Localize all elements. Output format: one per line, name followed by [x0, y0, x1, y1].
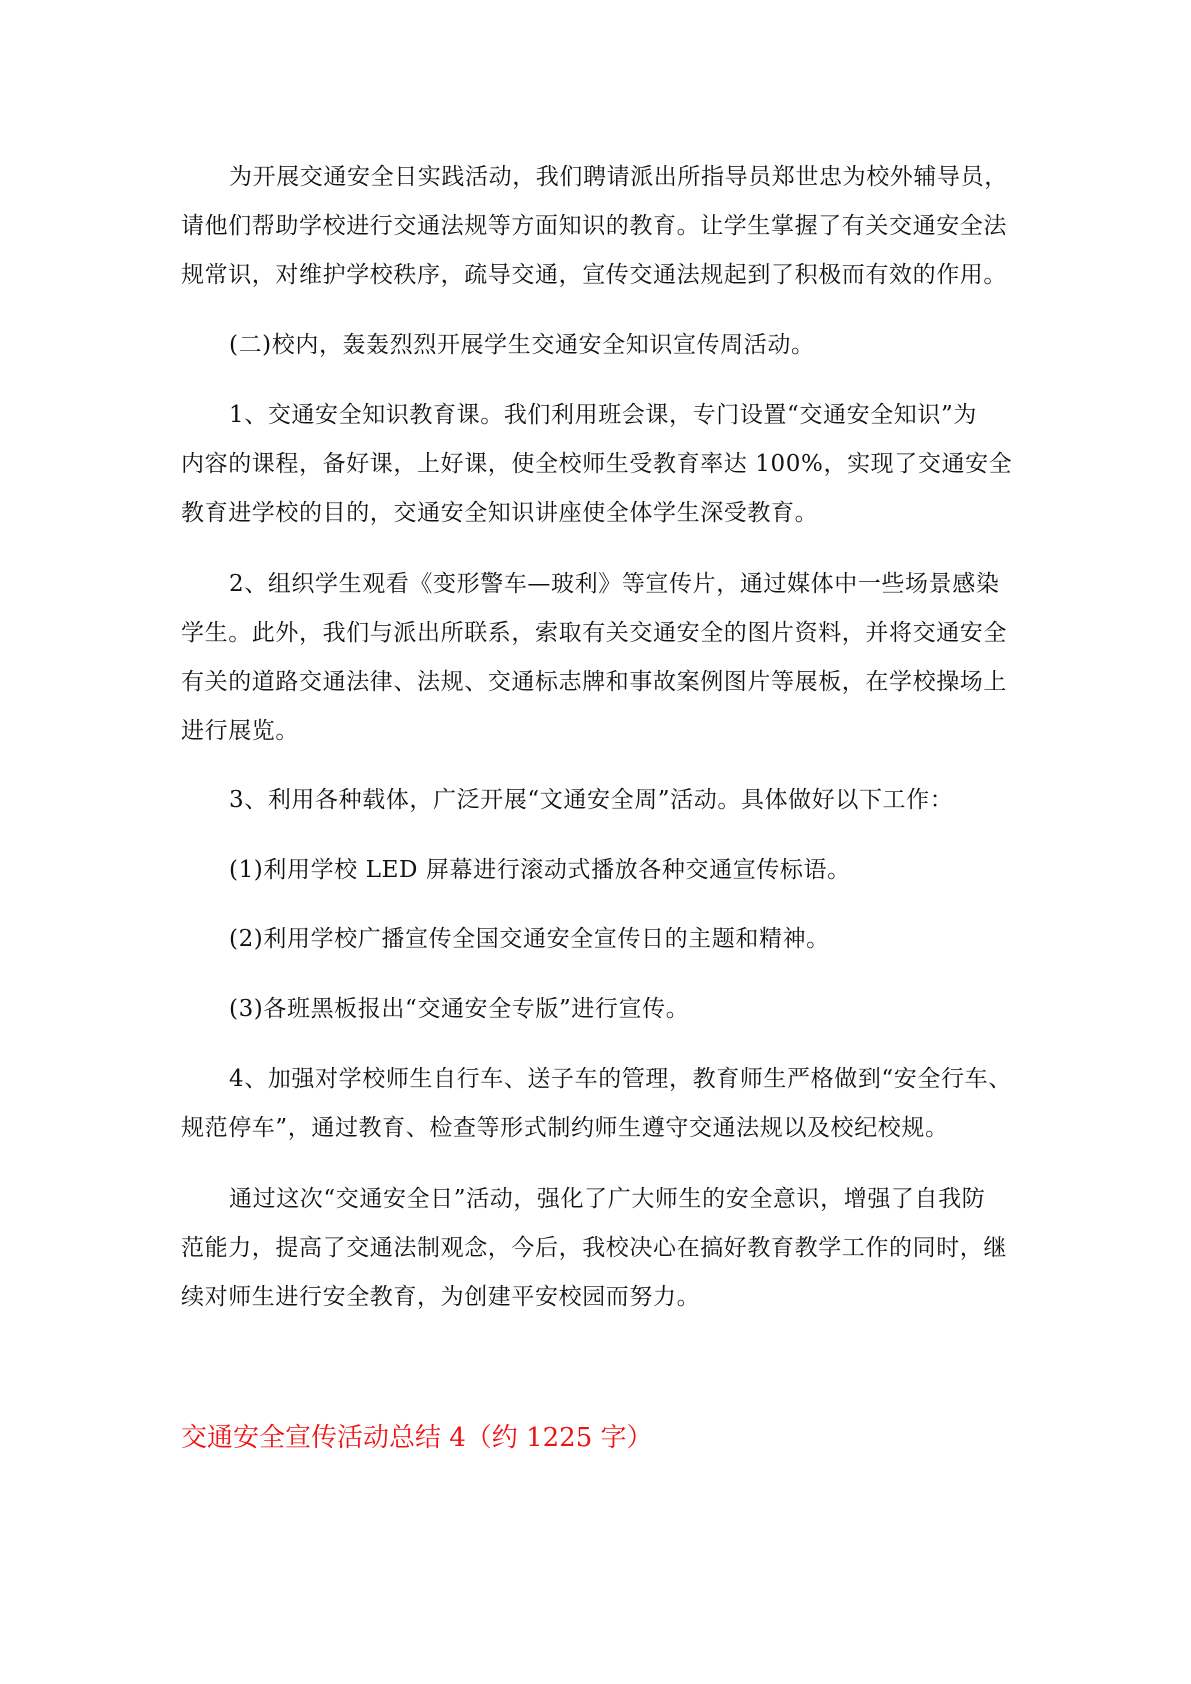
text-line: 请他们帮助学校进行交通法规等方面知识的教育。让学生掌握了有关交通安全法 [181, 213, 1007, 239]
text-line: (1)利用学校 LED 屏幕进行滚动式播放各种交通宣传标语。 [229, 857, 851, 883]
paragraph [181, 321, 1021, 370]
text-line: 3、利用各种载体，广泛开展“文通安全周”活动。具体做好以下工作： [229, 787, 954, 813]
paragraph [181, 846, 1021, 895]
paragraph [181, 153, 1021, 300]
paragraph [181, 1175, 1021, 1322]
text-line: 4、加强对学校师生自行车、送子车的管理，教育师生严格做到“安全行车、 [229, 1066, 1012, 1092]
paragraph [181, 391, 1021, 538]
paragraph [181, 560, 1021, 756]
text-line: 通过这次“交通安全日”活动，强化了广大师生的安全意识，增强了自我防 [229, 1186, 986, 1212]
paragraph [181, 1055, 1021, 1153]
text-line: (2)利用学校广播宣传全国交通安全宣传日的主题和精神。 [229, 926, 830, 952]
text-line: (二)校内，轰轰烈烈开展学生交通安全知识宣传周活动。 [229, 332, 815, 358]
text-line: (3)各班黑板报出“交通安全专版”进行宣传。 [229, 996, 690, 1022]
text-line: 续对师生进行安全教育，为创建平安校园而努力。 [181, 1284, 701, 1310]
text-line: 有关的道路交通法律、法规、交通标志牌和事故案例图片等展板，在学校操场上 [181, 669, 1007, 695]
text-line: 范能力，提高了交通法制观念，今后，我校决心在搞好教育教学工作的同时，继 [181, 1235, 1007, 1261]
text-line: 为开展交通安全日实践活动，我们聘请派出所指导员郑世忠为校外辅导员， [229, 164, 1008, 190]
paragraph [181, 915, 1021, 964]
text-line: 学生。此外，我们与派出所联系，索取有关交通安全的图片资料，并将交通安全 [181, 620, 1007, 646]
section-heading: 交通安全宣传活动总结 4（约 1225 字） [181, 1423, 653, 1453]
text-line: 2、组织学生观看《变形警车—玻利》等宣传片，通过媒体中一些场景感染 [229, 571, 1000, 597]
paragraph [181, 985, 1021, 1034]
paragraph [181, 776, 1021, 825]
text-line: 1、交通安全知识教育课。我们利用班会课，专门设置“交通安全知识”为 [229, 402, 977, 428]
text-line: 规范停车”，通过教育、检查等形式制约师生遵守交通法规以及校纪校规。 [181, 1115, 949, 1141]
text-line: 内容的课程，备好课，上好课，使全校师生受教育率达 100%，实现了交通安全 [181, 451, 1013, 477]
text-line: 规常识，对维护学校秩序，疏导交通，宣传交通法规起到了积极而有效的作用。 [181, 262, 1007, 288]
text-line: 进行展览。 [181, 718, 299, 744]
text-line: 教育进学校的目的，交通安全知识讲座使全体学生深受教育。 [181, 500, 819, 526]
